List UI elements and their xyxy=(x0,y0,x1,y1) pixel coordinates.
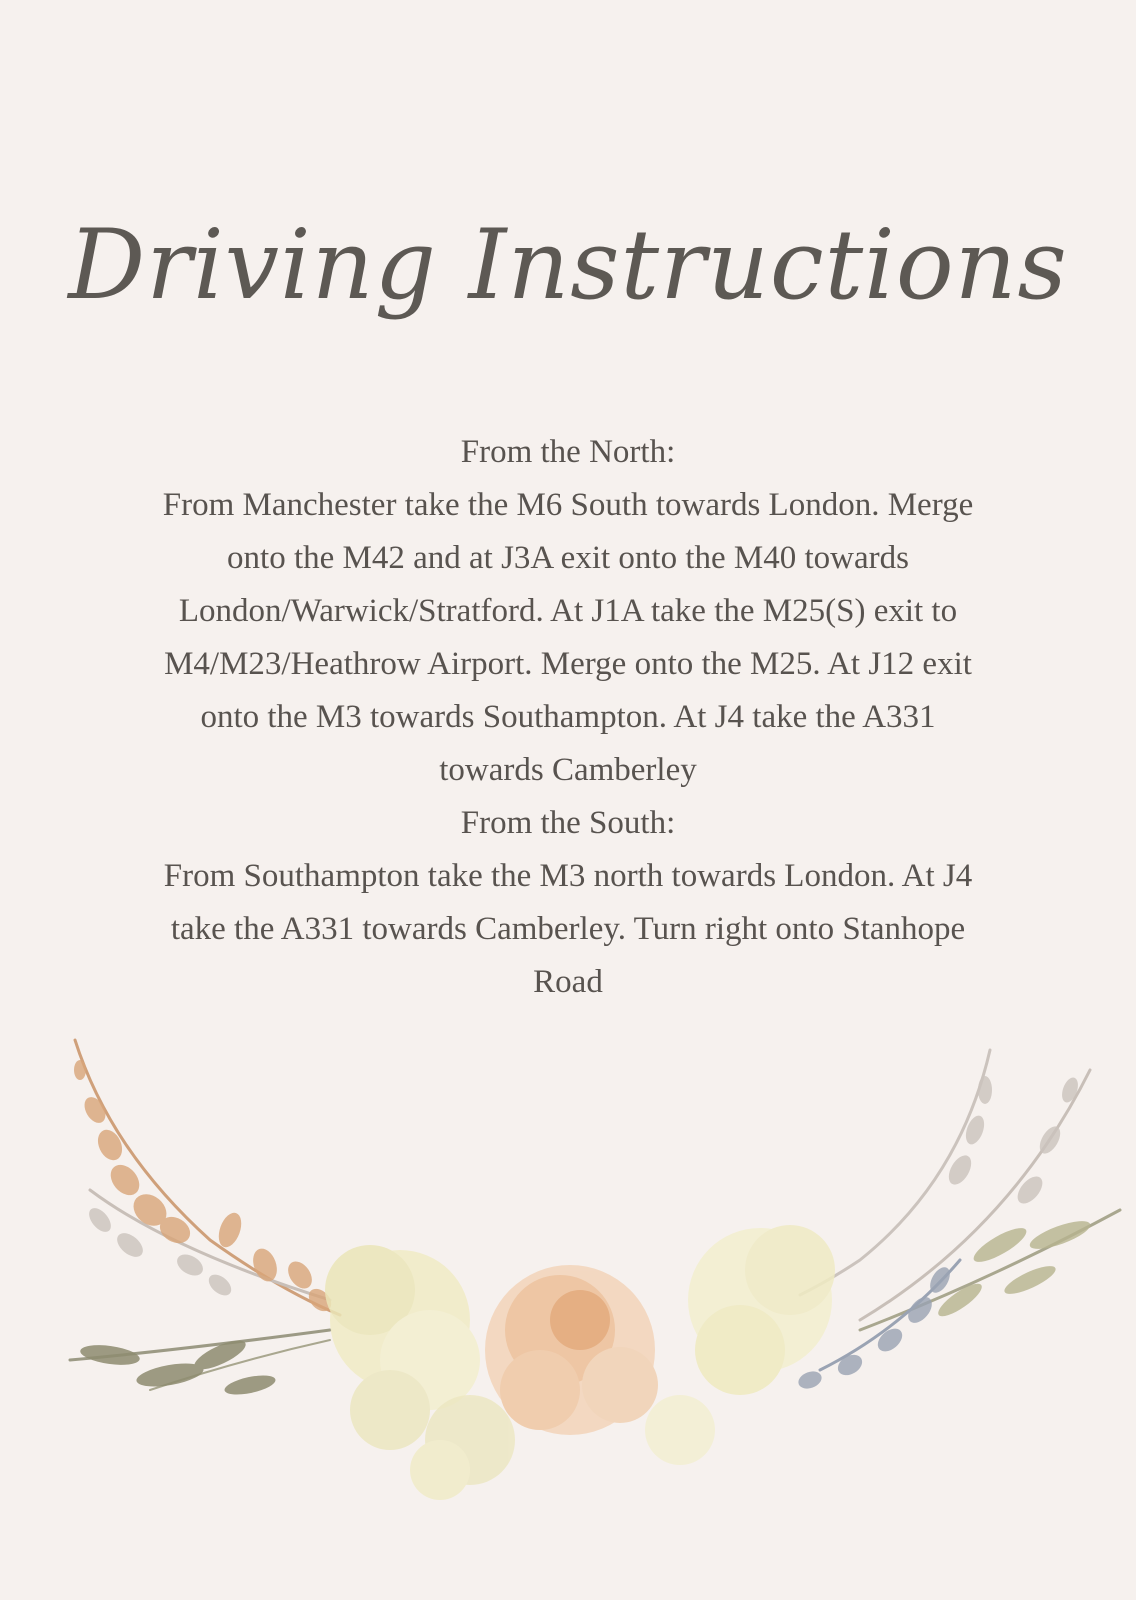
left-sage-leaves xyxy=(79,1335,277,1398)
section-heading-south: From the South: xyxy=(460,805,676,841)
page-title: Driving Instructions xyxy=(68,209,1068,321)
floral-wreath-illustration xyxy=(0,1030,1136,1530)
left-rust-leaves xyxy=(74,1060,336,1316)
section-heading-north: From the North: xyxy=(460,434,676,470)
directions-text xyxy=(160,426,976,1009)
left-foliage xyxy=(70,1040,340,1390)
right-sage-leaves xyxy=(934,1216,1093,1322)
section-text-north: From Manchester take the M6 South towards London. Merge onto the M42 and at J3A exit onto the M40 towards London/Warwick/Stratford. At J1A take the M25(S) exit to M4/M23/Heathrow Airport. Merge onto the M25. At J12 exit onto the M3 towards Southampton. At J4 take the A331 towards Camberley xyxy=(162,487,974,788)
cream-flower-right xyxy=(688,1225,835,1395)
section-text-south: From Southampton take the M3 north towards London. At J4 take the A331 towards Camberley. Turn right onto Stanhope Road xyxy=(163,858,973,1000)
peach-peony-center xyxy=(485,1265,658,1435)
